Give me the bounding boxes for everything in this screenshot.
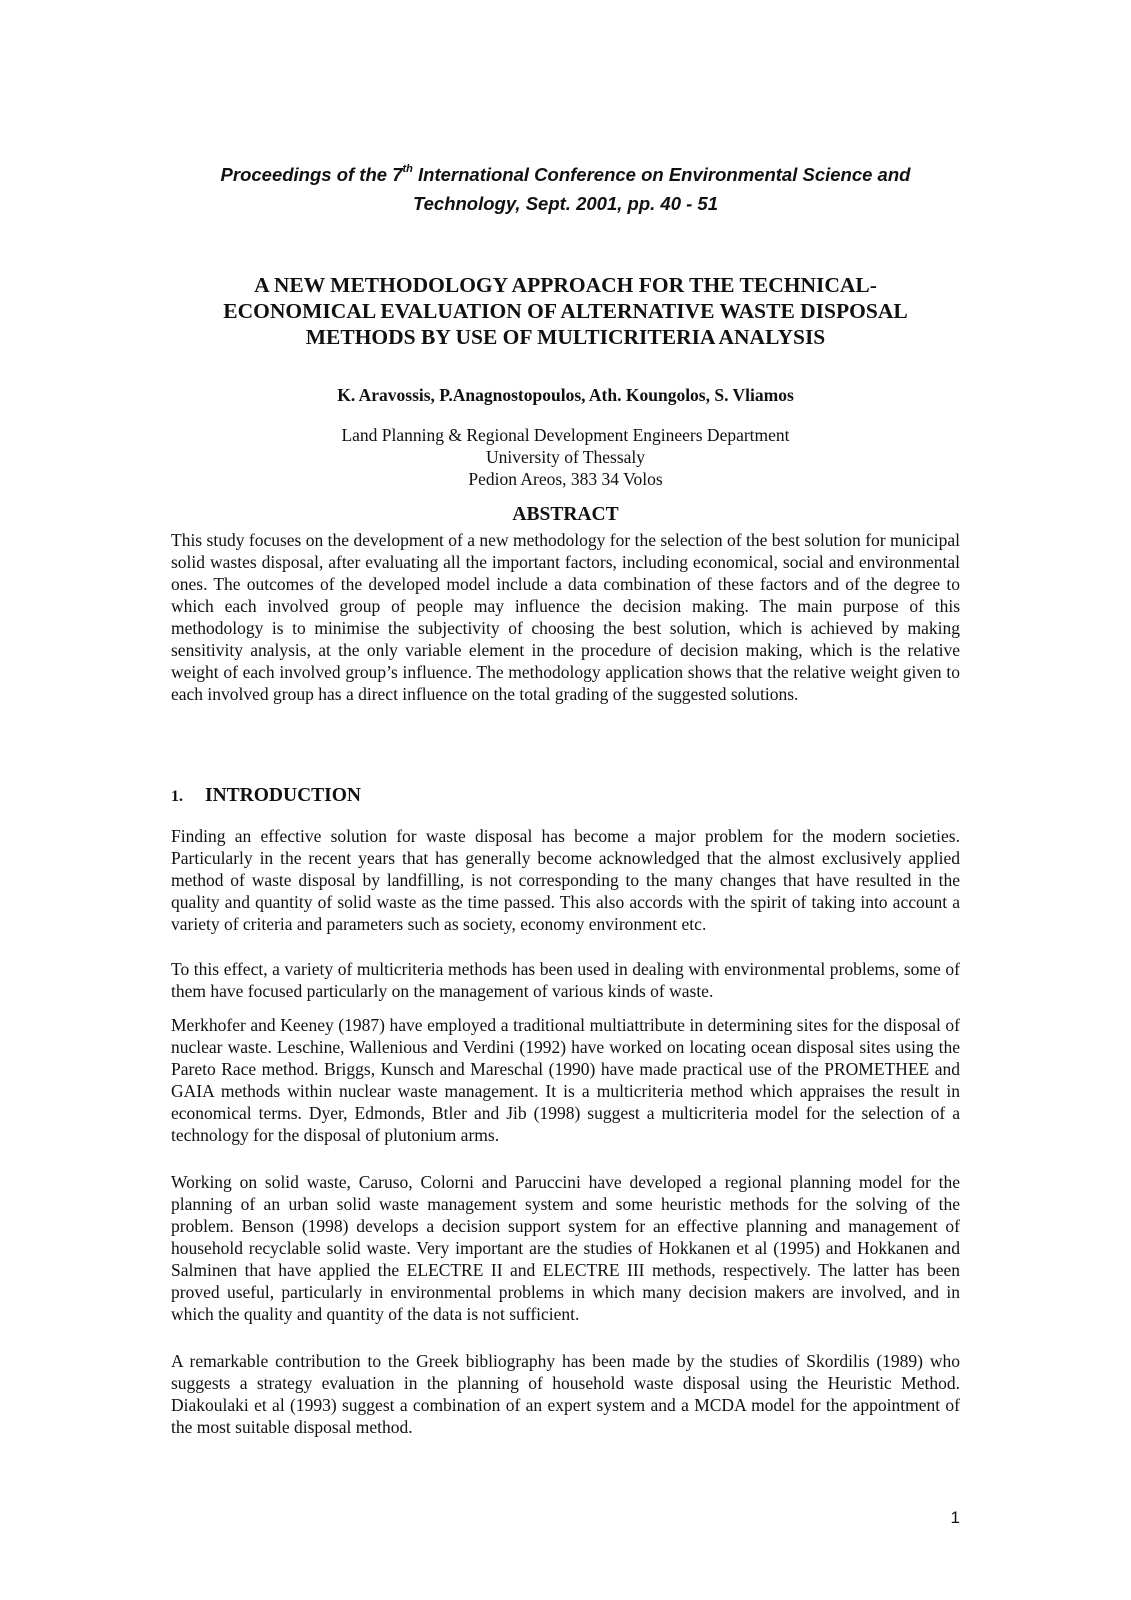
intro-paragraph: Finding an effective solution for waste disposal has become a major problem for the modern societies. Particularly in the recent years that has generally become acknowledged that the almost exclusively applied method of waste disposal by landfilling, is not corresponding to the many changes that have resulted in the quality and quantity of solid waste as the time passed. This also accords with the spirit of taking into account a variety of criteria and parameters such as society, economy environment etc. [171,826,960,934]
proceedings-prefix: Proceedings of the 7 [220,164,403,185]
affiliation-department: Land Planning & Regional Development Engineers Department [341,425,790,445]
proceedings-citation [170,160,961,218]
proceedings-ordinal-suffix: th [402,162,413,175]
abstract-heading: ABSTRACT [512,504,619,525]
proceedings-suffix: International Conference on Environmental Science and [412,164,911,185]
title-line: METHODS BY USE OF MULTICRITERIA ANALYSIS [305,325,826,349]
proceedings-line-2: Technology, Sept. 2001, pp. 40 - 51 [413,193,718,214]
intro-paragraph: A remarkable contribution to the Greek bibliography has been made by the studies of Skordilis (1989) who suggests a strategy evaluation in the planning of household waste disposal using the Heuristic Method. Diakoulaki et al (1993) suggest a combination of an expert system and a MCDA model for the appointment of the most suitable disposal method. [171,1351,960,1437]
author-list: K. Aravossis, P.Anagnostopoulos, Ath. Koungolos, S. Vliamos [337,385,794,405]
abstract-text: This study focuses on the development of a new methodology for the selection of the best solution for municipal solid wastes disposal, after evaluating all the important factors, including economical, social and environmental ones. The outcomes of the developed model include a data combination of these factors and of the degree to which each involved group of people may influence the decision making. The main purpose of this methodology is to minimise the subjectivity of choosing the best solution, which is achieved by making sensitivity analysis, at the only variable element in the procedure of decision making, which is the relative weight of each involved group’s influence. The methodology application shows that the relative weight given to each involved group has a direct influence on the total grading of the suggested solutions. [171,530,960,704]
affiliation-university: University of Thessaly [485,447,646,467]
section-heading-introduction [171,784,361,809]
title-line: ECONOMICAL EVALUATION OF ALTERNATIVE WASTE DISPOSAL [223,299,908,323]
affiliation-address: Pedion Areos, 383 34 Volos [468,469,663,489]
intro-paragraph: To this effect, a variety of multicriteria methods has been used in dealing with environmental problems, some of them have focused particularly on the management of various kinds of waste. [171,959,960,1001]
page-number: 1 [950,1508,960,1527]
paper-title [170,272,961,350]
section-title: INTRODUCTION [205,785,362,806]
title-line: A NEW METHODOLOGY APPROACH FOR THE TECHNICAL- [254,273,877,297]
proceedings-line-1 [170,160,961,189]
affiliation [170,424,961,490]
intro-paragraph: Merkhofer and Keeney (1987) have employed a traditional multiattribute in determining sites for the disposal of nuclear waste. Leschine, Wallenious and Verdini (1992) have worked on locating ocean disposal sites using the Pareto Race method. Briggs, Kunsch and Mareschal (1990) have made practical use of the PROMETHEE and GAIA methods within nuclear waste management. It is a multicriteria method which appraises the result in economical terms. Dyer, Edmonds, Btler and Jib (1998) suggest a multicriteria model for the selection of a technology for the disposal of plutonium arms. [171,1015,960,1145]
section-number: 1. [171,788,183,805]
intro-paragraph: Working on solid waste, Caruso, Colorni and Paruccini have developed a regional planning model for the planning of an urban solid waste management system and some heuristic methods for the solving of the problem. Benson (1998) develops a decision support system for an effective planning and management of household recyclable solid waste. Very important are the studies of Hokkanen et al (1995) and Hokkanen and Salminen that have applied the ELECTRE II and ELECTRE III methods, respectively. The latter has been proved useful, particularly in environmental problems in which many decision makers are involved, and in which the quality and quantity of the data is not sufficient. [171,1172,960,1324]
